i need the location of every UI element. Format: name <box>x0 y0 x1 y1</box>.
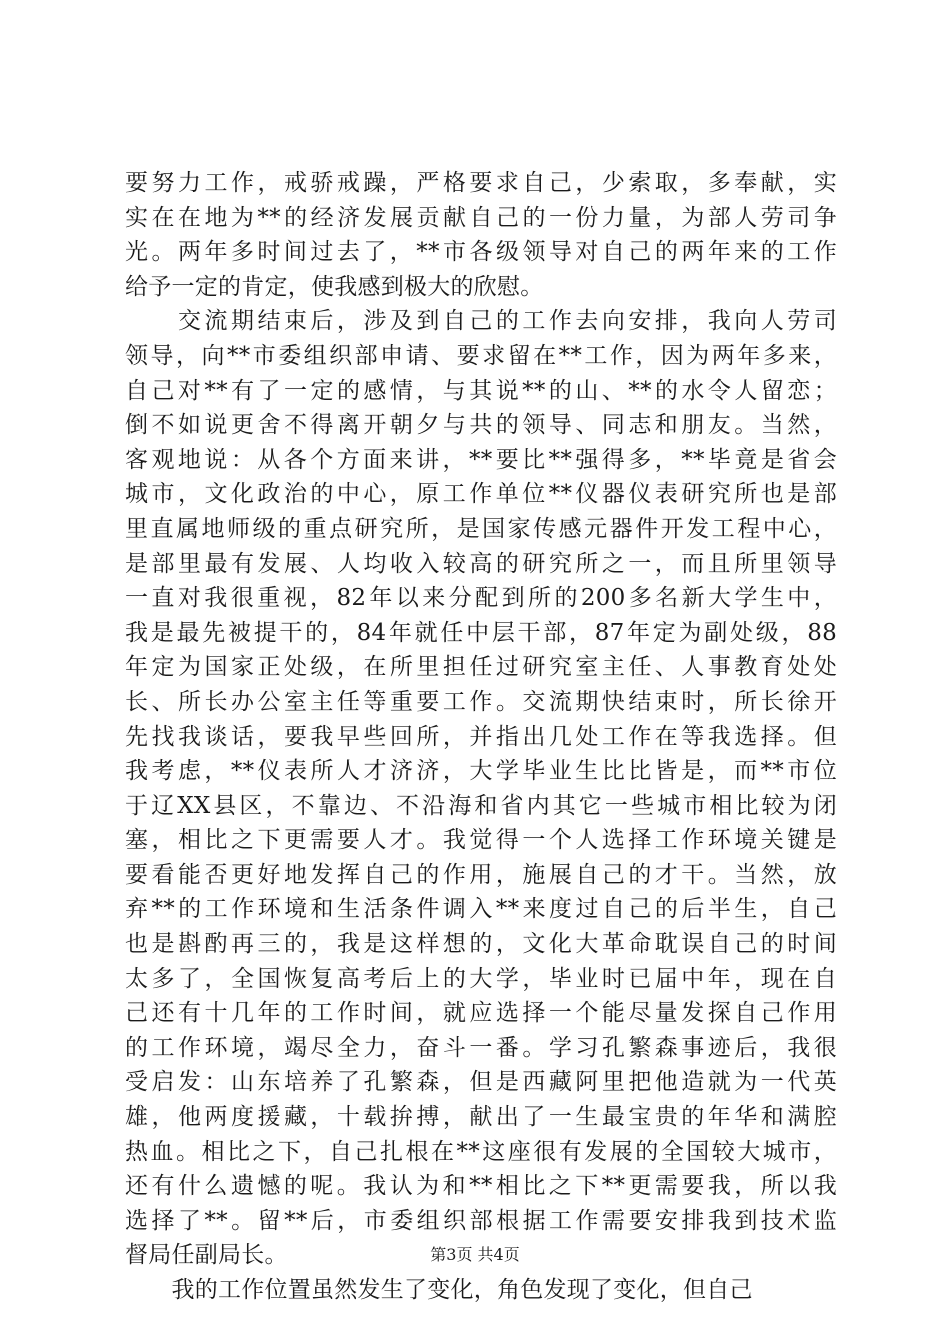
page-footer: 第3页 共4页 <box>430 1245 520 1264</box>
text-line: 也是斟酌再三的，我是这样想的，文化大革命耽误自己的时间 <box>125 931 837 958</box>
text-line: 热血。相比之下，自己扎根在**这座很有发展的全国较大城市， <box>125 1138 837 1165</box>
text-line: 年定为国家正处级，在所里担任过研究室主任、人事教育处处 <box>125 654 837 681</box>
text-line: 是部里最有发展、人均收入较高的研究所之一，而且所里领导 <box>125 550 837 577</box>
text-line: 己还有十几年的工作时间，就应选择一个能尽量发探自己作用 <box>125 1000 837 1027</box>
text-line: 实在在地为**的经济发展贡献自己的一份力量，为部人劳司争 <box>125 204 837 231</box>
text-line: 太多了，全国恢复高考后上的大学，毕业时已届中年，现在自 <box>125 965 837 992</box>
text-line: 弃**的工作环境和生活条件调入**来度过自己的后半生，自己 <box>125 896 837 923</box>
text-line: 一直对我很重视，82年以来分配到所的200多名新大学生中， <box>125 585 837 612</box>
text-line: 我考虑，**仪表所人才济济，大学毕业生比比皆是，而**市位 <box>125 758 837 785</box>
text-line: 光。两年多时间过去了，**市各级领导对自己的两年来的工作 <box>125 239 837 266</box>
text-line: 于辽XX县区，不靠边、不沿海和省内其它一些城市相比较为闭 <box>125 792 837 819</box>
text-line: 交流期结束后，涉及到自己的工作去向安排，我向人劳司 <box>125 308 837 335</box>
text-line: 领导，向**市委组织部申请、要求留在**工作，因为两年多来， <box>125 342 837 369</box>
text-line: 城市，文化政治的中心，原工作单位**仪器仪表研究所也是部 <box>125 481 837 508</box>
text-line: 的工作环境，竭尽全力，奋斗一番。学习孔繁森事迹后，我很 <box>125 1034 837 1061</box>
text-line: 受启发：山东培养了孔繁森，但是西藏阿里把他造就为一代英 <box>125 1069 837 1096</box>
text-line: 雄，他两度援藏，十载拚搏，献出了一生最宝贵的年华和满腔 <box>125 1104 837 1131</box>
document-body <box>125 166 837 1308</box>
text-line: 里直属地师级的重点研究所，是国家传感元器件开发工程中心， <box>125 515 837 542</box>
text-line: 要努力工作，戒骄戒躁，严格要求自己，少索取，多奉献，实 <box>125 170 837 196</box>
text-line: 我的工作位置虽然发生了变化，角色发现了变化，但自己 <box>125 1277 753 1303</box>
text-line: 长、所长办公室主任等重要工作。交流期快结束时，所长徐开 <box>125 688 837 715</box>
text-line: 还有什么遗憾的呢。我认为和**相比之下**更需要我，所以我 <box>125 1173 837 1200</box>
text-line: 客观地说：从各个方面来讲，**要比**强得多，**毕竟是省会 <box>125 446 837 473</box>
text-line: 倒不如说更舍不得离开朝夕与共的领导、同志和朋友。当然， <box>125 412 837 439</box>
text-line: 选择了**。留**后，市委组织部根据工作需要安排我到技术监 <box>125 1207 837 1234</box>
text-line: 督局任副局长。 <box>125 1242 288 1269</box>
text-line: 自己对**有了一定的感情，与其说**的山、**的水令人留恋； <box>125 377 837 404</box>
text-line: 我是最先被提干的，84年就任中层干部，87年定为副处级，88 <box>125 619 837 646</box>
text-line: 要看能否更好地发挥自己的作用，施展自己的才干。当然，放 <box>125 861 837 888</box>
text-line: 给予一定的肯定，使我感到极大的欣慰。 <box>125 273 544 300</box>
text-line: 先找我谈话，要我早些回所，并指出几处工作在等我选择。但 <box>125 723 837 750</box>
text-line: 塞，相比之下更需要人才。我觉得一个人选择工作环境关键是 <box>125 827 837 854</box>
